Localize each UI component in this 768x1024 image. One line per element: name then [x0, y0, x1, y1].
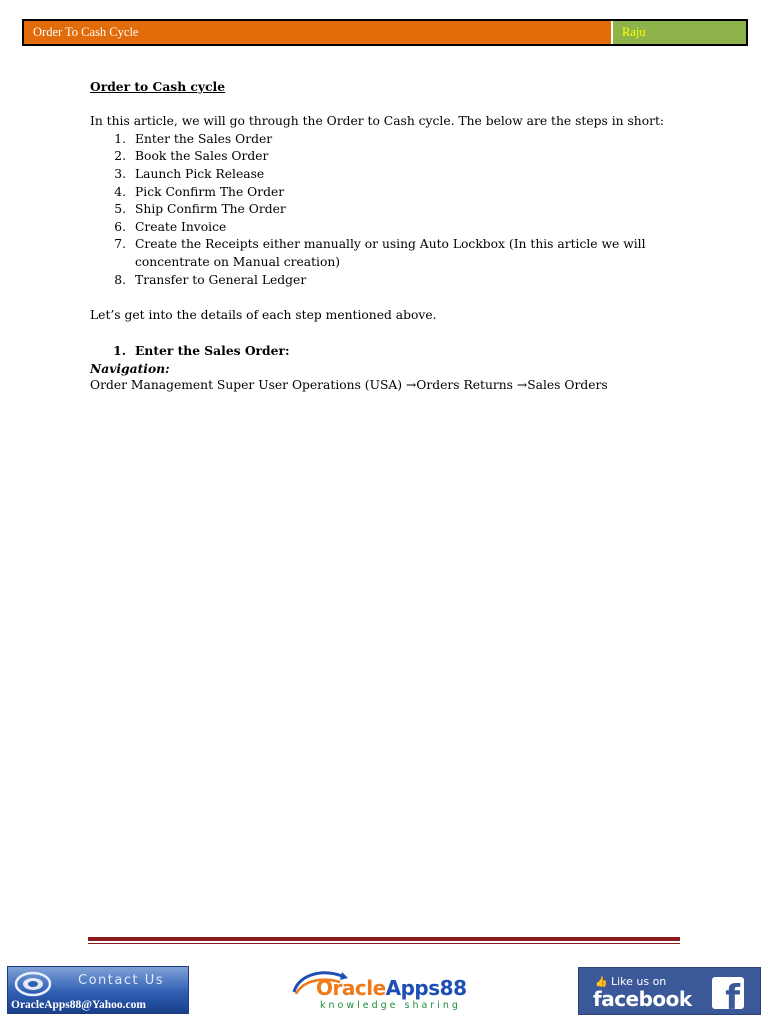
spacer [90, 324, 680, 342]
step-text: Ship Confirm The Order [135, 202, 286, 217]
section-number: 1. [113, 342, 126, 358]
header-author-cell [613, 21, 746, 44]
divider-thick-line [88, 937, 680, 941]
list-item [90, 166, 680, 184]
step-number: 3. [114, 166, 126, 181]
step-text: Transfer to General Ledger [135, 272, 307, 287]
section-heading [90, 342, 680, 360]
step-number: 1. [114, 131, 126, 146]
thumbs-up-icon: 👍 [595, 977, 608, 988]
footer-divider [88, 937, 680, 944]
brand-name-oracle: Oracle [316, 976, 386, 1000]
divider-thin-line [88, 943, 680, 944]
document-body [90, 78, 680, 395]
list-item [90, 148, 680, 166]
article-intro: In this article, we will go through the Order to Cash cycle. The below are the steps in short: [90, 114, 665, 129]
step-text: Create Invoice [135, 219, 227, 234]
facebook-icon [712, 977, 744, 1009]
section-title: Enter the Sales Order: [135, 342, 290, 358]
brand-name-apps: Apps88 [385, 976, 467, 1000]
step-number: 6. [114, 219, 126, 234]
header-author: Raju [622, 25, 646, 39]
list-item [90, 184, 680, 202]
navigation-label: Navigation: [90, 360, 170, 376]
step-number: 5. [114, 202, 126, 217]
step-text: Pick Confirm The Order [135, 184, 285, 199]
header-title: Order To Cash Cycle [33, 25, 139, 39]
spacer [90, 289, 680, 307]
navigation-path: Order Management Super User Operations (USA) →Orders Returns →Sales Orders [90, 378, 608, 393]
step-text: Enter the Sales Order [135, 131, 273, 146]
step-text: Create the Receipts either manually or using Auto Lockbox (In this article we will concentrate on Manual creation) [135, 237, 646, 269]
oracleapps88-logo[interactable] [290, 966, 476, 1014]
list-item [90, 272, 680, 290]
list-item [90, 219, 680, 237]
header-bar [22, 19, 748, 46]
step-number: 4. [114, 184, 126, 199]
step-number: 2. [114, 149, 126, 164]
facebook-like-banner[interactable] [578, 967, 761, 1015]
brand-tagline: knowledge sharing [320, 1000, 461, 1011]
contact-us-title: Contact Us [78, 973, 164, 988]
steps-list [90, 131, 680, 289]
article-heading: Order to Cash cycle [90, 79, 226, 94]
list-item [90, 236, 680, 271]
step-text: Launch Pick Release [135, 166, 265, 181]
step-number: 8. [114, 272, 126, 287]
contact-us-banner[interactable] [7, 966, 189, 1014]
contact-email[interactable]: OracleApps88@Yahoo.com [11, 999, 146, 1011]
like-us-label: Like us on [610, 975, 667, 988]
article-outro: Let’s get into the details of each step mentioned above. [90, 307, 437, 322]
facebook-wordmark: facebook [593, 987, 692, 1011]
oracleapps-circle-logo-icon [14, 971, 52, 997]
list-item [90, 201, 680, 219]
brand-name [316, 976, 467, 1000]
step-number: 7. [114, 237, 126, 252]
step-text: Book the Sales Order [135, 149, 269, 164]
facebook-f-letter: f [725, 978, 740, 1009]
list-item [90, 131, 680, 149]
header-title-cell [24, 21, 613, 44]
